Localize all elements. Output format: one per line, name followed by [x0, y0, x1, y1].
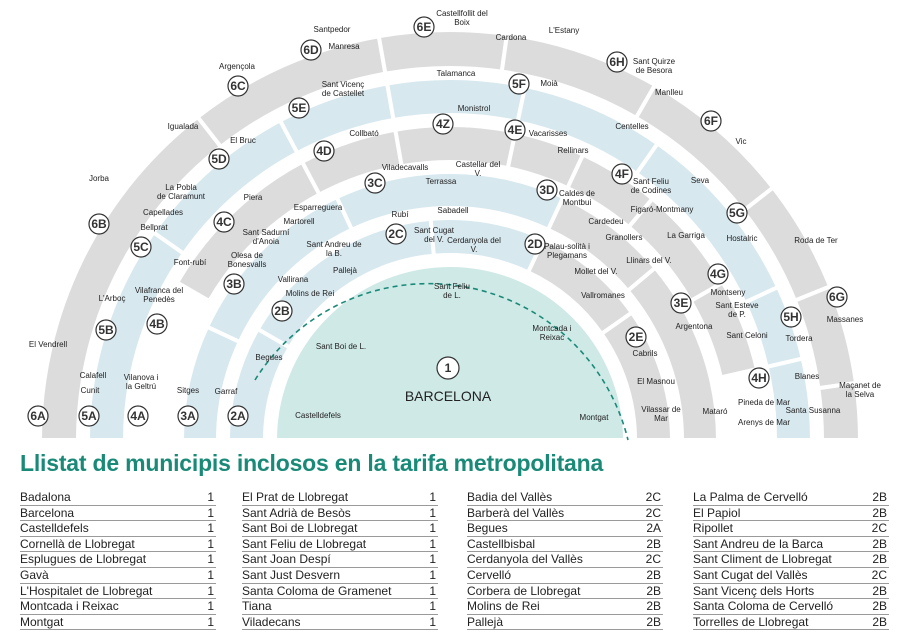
town-label: Monistrol	[457, 104, 491, 113]
municipality-name: Badalona	[20, 490, 71, 504]
zone-code-4e	[505, 120, 525, 140]
table-row	[242, 537, 438, 553]
town-label: Begues	[255, 353, 283, 362]
zone-code-label: 3C	[367, 176, 383, 190]
zone-code-label: 6F	[703, 114, 719, 128]
municipality-name: Gavà	[20, 567, 49, 582]
table-row	[20, 552, 216, 568]
municipality-name: Sant Climent de Llobregat	[693, 552, 832, 567]
town-label: Igualada	[167, 122, 199, 131]
town-label: Figaró-Montmany	[630, 205, 694, 214]
municipality-name: Ripollet	[693, 521, 734, 536]
zone-code-3e	[671, 293, 691, 313]
municipality-name: Barberà del Vallès	[467, 505, 565, 520]
municipality-zone: 1	[207, 567, 214, 582]
zone-code-3d	[537, 180, 557, 200]
table-row	[242, 521, 438, 537]
town-label: Seva	[690, 176, 710, 185]
town-label: Talamanca	[436, 69, 476, 78]
table-row	[693, 490, 889, 506]
municipality-name: Barcelona	[20, 505, 75, 520]
zone-code-label: 6C	[230, 79, 246, 93]
municipality-column-1	[20, 490, 216, 630]
town-label: Rellinars	[557, 146, 589, 155]
municipality-zone: 1	[207, 552, 214, 567]
town-label: Font-rubí	[173, 258, 207, 267]
table-row	[20, 568, 216, 584]
town-label: Sant Quirze de Besora	[632, 57, 676, 75]
zone-code-4d	[314, 141, 334, 161]
town-label: Vallromanes	[581, 291, 625, 300]
zone-code-label: 4G	[709, 267, 727, 281]
table-row	[20, 521, 216, 537]
municipality-zone: 2C	[645, 490, 661, 504]
town-label: Cunit	[80, 386, 100, 395]
municipality-name: Cornellà de Llobregat	[20, 536, 135, 551]
zone-code-6a	[28, 406, 48, 426]
town-label: Terrassa	[425, 177, 457, 186]
municipality-zone: 2B	[872, 490, 887, 504]
table-row	[467, 584, 663, 600]
zone-code-4a	[128, 406, 148, 426]
town-label: Granollers	[605, 233, 643, 242]
municipality-name: Corbera de Llobregat	[467, 583, 581, 598]
municipality-name: Sant Feliu de Llobregat	[242, 536, 367, 551]
zone-code-2c	[386, 224, 406, 244]
town-label: Rubí	[391, 210, 409, 219]
town-label: Sant Vicenç de Castellet	[321, 80, 365, 98]
table-row	[20, 506, 216, 522]
town-label: Llinars del V.	[626, 256, 672, 265]
table-row	[242, 584, 438, 600]
zone-code-2d	[525, 234, 545, 254]
municipality-zone: 1	[429, 614, 436, 629]
zone-code-label: 4E	[507, 123, 523, 137]
town-label: Garraf	[214, 387, 238, 396]
table-row	[467, 521, 663, 537]
town-label: Pallejà	[332, 266, 358, 275]
town-label: Sant Celoni	[726, 331, 768, 340]
municipality-zone: 2B	[872, 552, 887, 567]
municipality-name: L'Hospitalet de Llobregat	[20, 583, 153, 598]
town-label: Viladecavalls	[381, 163, 429, 172]
table-row	[242, 615, 438, 631]
town-label: El Vendrell	[28, 340, 68, 349]
municipality-zone: 2B	[872, 536, 887, 551]
table-row	[20, 615, 216, 631]
town-label: Manresa	[328, 42, 360, 51]
table-row	[693, 537, 889, 553]
municipality-zone: 1	[429, 490, 436, 504]
municipality-name: Sant Andreu de la Barca	[693, 536, 824, 551]
zone-sector-5d	[387, 78, 525, 122]
town-label: Palau-solità i Plegamans	[544, 242, 590, 260]
zone-code-label: 6D	[303, 43, 319, 57]
municipality-name: Molins de Rei	[467, 599, 540, 614]
municipality-zone: 1	[207, 536, 214, 551]
table-row	[467, 490, 663, 506]
town-label: L'Arboç	[98, 294, 126, 303]
zone-sector-6c	[379, 30, 507, 74]
town-label: Sant Feliu de L.	[433, 282, 471, 300]
zone-code-label: 5A	[81, 409, 97, 423]
town-label: Vacarisses	[528, 129, 568, 138]
town-label: Montgat	[579, 413, 609, 422]
table-row	[693, 552, 889, 568]
municipality-zone: 1	[207, 599, 214, 614]
table-row	[467, 537, 663, 553]
zone-code-label: 2B	[274, 304, 290, 318]
municipality-name: Montgat	[20, 614, 64, 629]
town-label: Vilafranca del Penedès	[134, 286, 184, 304]
table-row	[693, 599, 889, 615]
municipality-name: Cervelló	[467, 567, 512, 582]
town-label: Manlleu	[654, 88, 684, 97]
town-label: Martorell	[283, 217, 315, 226]
municipality-zone: 1	[429, 552, 436, 567]
zone-code-label: 4A	[130, 409, 146, 423]
table-row	[693, 568, 889, 584]
zone-code-4f	[612, 164, 632, 184]
town-label: El Bruc	[230, 136, 256, 145]
table-row	[693, 615, 889, 631]
municipality-zone: 2B	[646, 583, 661, 598]
zone-code-label: 6B	[91, 217, 107, 231]
municipality-zone: 1	[429, 567, 436, 582]
zone-code-5c	[131, 237, 151, 257]
town-label: Moià	[540, 79, 558, 88]
zone-code-label: 5H	[783, 310, 799, 324]
municipality-zone: 2B	[872, 614, 887, 629]
municipality-zone: 2B	[872, 583, 887, 598]
table-row	[20, 490, 216, 506]
municipality-name: El Prat de Llobregat	[242, 490, 349, 504]
town-label: La Garriga	[667, 231, 705, 240]
table-row	[467, 599, 663, 615]
zone-code-label: 2E	[628, 330, 644, 344]
zone-code-label: 5F	[511, 77, 527, 91]
municipality-zone: 2C	[645, 552, 661, 567]
zone-code-label: 4D	[316, 144, 332, 158]
town-label: Vilassar de Mar	[641, 405, 681, 423]
table-row	[242, 552, 438, 568]
zone-code-4g	[708, 264, 728, 284]
town-label: Mollet del V.	[574, 267, 618, 276]
zone-code-2e	[626, 327, 646, 347]
municipality-zone: 2C	[871, 567, 887, 582]
table-row	[467, 506, 663, 522]
table-row	[242, 599, 438, 615]
zone-code-label: 3E	[673, 296, 689, 310]
list-title: Llistat de municipis inclosos en la tarifa metropolitana	[20, 450, 604, 476]
town-label: Bellprat	[140, 223, 168, 232]
town-label: Pineda de Mar	[737, 398, 791, 407]
town-label: Sant Feliu de Codines	[630, 177, 672, 195]
zone-code-4b	[147, 314, 167, 334]
zone-code-label: 4C	[216, 215, 232, 229]
town-label: Castelldefels	[295, 411, 341, 420]
municipality-name: Esplugues de Llobregat	[20, 552, 147, 567]
municipality-zone: 1	[207, 614, 214, 629]
zone-code-label: 3A	[180, 409, 196, 423]
town-label: Sant Andreu de la B.	[306, 240, 362, 258]
zone-code-label: 6A	[30, 409, 46, 423]
municipality-name: Sant Just Desvern	[242, 567, 341, 582]
town-label: Montcada i Reixac	[532, 324, 572, 342]
town-label: Maçanet de la Selva	[839, 381, 881, 399]
zone-code-6e	[414, 17, 434, 37]
municipality-zone: 1	[429, 599, 436, 614]
municipality-zone: 2A	[646, 521, 661, 536]
town-label: Massanes	[826, 315, 864, 324]
zone-code-6c	[228, 76, 248, 96]
table-row	[467, 552, 663, 568]
municipality-zone: 1	[207, 583, 214, 598]
zone-code-5g	[727, 203, 747, 223]
town-label: Collbató	[349, 129, 379, 138]
municipality-zone: 1	[429, 521, 436, 536]
zone-code-label: 6G	[828, 290, 846, 304]
zone-code-1	[437, 357, 459, 379]
town-label: Vic	[735, 137, 747, 146]
zone-code-5f	[509, 74, 529, 94]
municipality-column-4	[693, 490, 889, 630]
town-label: Montseny	[710, 288, 746, 297]
municipality-name: Sant Boi de Llobregat	[242, 521, 358, 536]
town-label: Sitges	[176, 386, 200, 395]
town-label: Castellar del V.	[455, 160, 501, 178]
zone-code-label: 4H	[751, 371, 767, 385]
town-label: Sant Boi de L.	[315, 342, 367, 351]
town-label: Capellades	[142, 208, 184, 217]
municipality-name: Castelldefels	[20, 521, 89, 536]
town-label: El Masnou	[637, 377, 675, 386]
zone-code-4h	[749, 368, 769, 388]
town-label: Cerdanyola del V.	[447, 236, 501, 254]
municipality-zone: 2C	[871, 521, 887, 536]
zone-code-6b	[89, 214, 109, 234]
town-label: Caldes de Montbui	[558, 189, 596, 207]
zone-code-3a	[178, 406, 198, 426]
town-label: Argentona	[675, 322, 713, 331]
zone-code-6f	[701, 111, 721, 131]
zone-code-4c	[214, 212, 234, 232]
zone-code-5a	[79, 406, 99, 426]
municipality-name: Tiana	[242, 599, 272, 614]
zone-code-label: 5D	[211, 152, 227, 166]
zone-code-label: 4Z	[435, 117, 451, 131]
municipality-name: Sant Adrià de Besòs	[242, 505, 351, 520]
municipality-zone: 1	[207, 505, 214, 520]
municipality-zone: 2B	[646, 567, 661, 582]
town-label: L'Estany	[548, 26, 580, 35]
municipality-name: Cerdanyola del Vallès	[467, 552, 583, 567]
municipality-name: Sant Joan Despí	[242, 552, 331, 567]
municipality-name: Castellbisbal	[467, 536, 536, 551]
town-label: Sant Esteve de P.	[715, 301, 759, 319]
zone-code-label: 3B	[226, 277, 242, 291]
municipality-zone: 2C	[645, 505, 661, 520]
table-row	[242, 490, 438, 506]
table-row	[693, 521, 889, 537]
town-label: Mataró	[702, 407, 728, 416]
zone-code-label: 6E	[416, 20, 432, 34]
table-row	[242, 506, 438, 522]
municipality-column-2	[242, 490, 438, 630]
zone-code-2b	[272, 301, 292, 321]
town-label: Centelles	[615, 122, 649, 131]
zone-code-label: 2C	[388, 227, 404, 241]
table-row	[467, 568, 663, 584]
zone-code-label: 5G	[728, 206, 746, 220]
center-city-label: BARCELONA	[404, 388, 492, 404]
town-label: Vilanova i la Geltrú	[123, 373, 159, 391]
zone-code-6d	[301, 40, 321, 60]
town-label: Roda de Ter	[794, 236, 838, 245]
municipality-column-3	[467, 490, 663, 630]
municipality-zone: 1	[429, 505, 436, 520]
town-label: La Pobla de Claramunt	[156, 183, 206, 201]
zone-code-label: 5C	[133, 240, 149, 254]
zone-code-label: 2A	[230, 409, 246, 423]
zone-code-5e	[289, 98, 309, 118]
zone-code-label: 4B	[149, 317, 165, 331]
zone-code-label: 4F	[614, 167, 630, 181]
zone-code-label: 1	[444, 361, 452, 375]
municipality-name: El Papiol	[693, 505, 741, 520]
municipality-zone: 2B	[872, 599, 887, 614]
table-row	[467, 615, 663, 631]
municipality-name: Pallejà	[467, 614, 504, 629]
zone-code-4z	[433, 114, 453, 134]
municipality-zone: 1	[429, 583, 436, 598]
municipality-zone: 1	[207, 490, 214, 504]
zone-code-label: 5B	[98, 323, 114, 337]
zone-code-label: 2D	[527, 237, 543, 251]
municipality-zone: 2B	[646, 536, 661, 551]
town-label: Argençola	[218, 62, 256, 71]
zone-code-6h	[607, 52, 627, 72]
municipality-name: Sant Cugat del Vallès	[693, 567, 808, 582]
municipality-name: Santa Coloma de Gramenet	[242, 583, 392, 598]
town-label: Santa Susanna	[785, 406, 841, 415]
municipality-name: Sant Vicenç dels Horts	[693, 583, 815, 598]
zone-code-2a	[228, 406, 248, 426]
municipality-zone: 1	[429, 536, 436, 551]
town-label: Hostalric	[726, 234, 758, 243]
table-row	[20, 537, 216, 553]
town-label: Jorba	[88, 174, 110, 183]
zone-code-label: 6H	[609, 55, 625, 69]
town-label: Blanes	[794, 372, 820, 381]
table-row	[20, 599, 216, 615]
table-row	[20, 584, 216, 600]
municipality-name: Santa Coloma de Cervelló	[693, 599, 834, 614]
town-label: Santpedor	[313, 25, 351, 34]
municipality-zone: 2B	[872, 505, 887, 520]
zone-code-5d	[209, 149, 229, 169]
town-label: Castellfollit del Boix	[436, 9, 488, 27]
municipality-zone: 2B	[646, 599, 661, 614]
town-label: Sant Cugat del V.	[413, 226, 455, 244]
town-label: Cardedeu	[588, 217, 624, 226]
town-label: Molins de Rei	[285, 289, 335, 298]
municipality-name: Badia del Vallès	[467, 490, 553, 504]
town-label: Piera	[243, 193, 263, 202]
municipality-zone: 2B	[646, 614, 661, 629]
zone-code-3b	[224, 274, 244, 294]
town-label: Sant Sadurní d'Anoia	[242, 228, 290, 246]
municipality-name: Viladecans	[242, 614, 301, 629]
municipality-name: Torrelles de Llobregat	[693, 614, 809, 629]
zone-code-6g	[827, 287, 847, 307]
town-label: Arenys de Mar	[737, 418, 791, 427]
table-row	[693, 584, 889, 600]
town-label: Tordera	[785, 334, 813, 343]
zone-code-label: 5E	[291, 101, 307, 115]
town-label: Olesa de Bonesvalls	[227, 251, 267, 269]
municipality-name: La Palma de Cervelló	[693, 490, 808, 504]
zone-code-label: 3D	[539, 183, 555, 197]
table-row	[693, 506, 889, 522]
zone-code-5b	[96, 320, 116, 340]
town-label: Cabrils	[632, 349, 658, 358]
town-label: Vallirana	[277, 275, 309, 284]
municipality-name: Begues	[467, 521, 508, 536]
zone-code-3c	[365, 173, 385, 193]
town-label: Esparreguera	[293, 203, 343, 212]
municipality-name: Montcada i Reixac	[20, 599, 119, 614]
zone-code-5h	[781, 307, 801, 327]
table-row	[242, 568, 438, 584]
municipality-zone: 1	[207, 521, 214, 536]
town-label: Calafell	[79, 371, 107, 380]
town-label: Sabadell	[437, 206, 469, 215]
town-label: Cardona	[495, 33, 527, 42]
